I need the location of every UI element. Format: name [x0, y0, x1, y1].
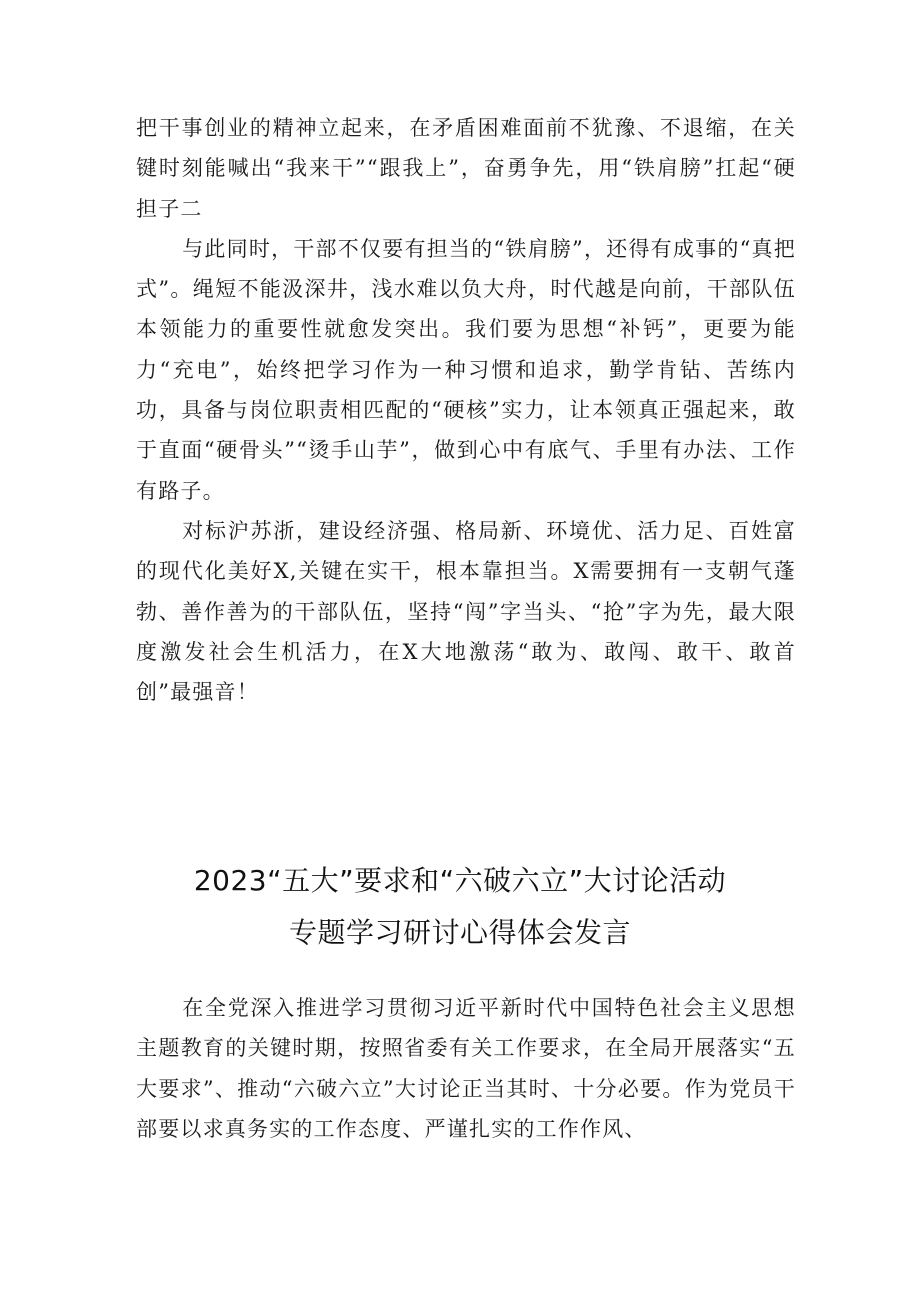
paragraph-4: 在全党深入推进学习贯彻习近平新时代中国特色社会主义思想主题教育的关键时期，按照省委有关工作要求，在全局开展落实“五大要求”、推动“六破六立”大讨论正当其时、十分必要。作为党员干部要以求真务实的工作态度、严谨扎实的工作作风、	[136, 996, 796, 1141]
title-line-2: 专题学习研讨心得体会发言	[288, 916, 631, 949]
body-text-top	[136, 108, 796, 712]
paragraph-3: 对标沪苏浙，建设经济强、格局新、环境优、活力足、百姓富的现代化美好X,关键在实干，根本靠担当。X需要拥有一支朝气蓬勃、善作善为的干部队伍，坚持“闯”字当头、“抢”字为先，最大限度激发社会生机活力，在X大地激荡“敢为、敢闯、敢干、敢首创”最强音！	[136, 518, 796, 705]
paragraph-2: 与此同时，干部不仅要有担当的“铁肩膀”，还得有成事的“真把式”。绳短不能汲深井，浅水难以负大舟，时代越是向前，干部队伍本领能力的重要性就愈发突出。我们要为思想“补钙”，更要为能力“充电”，始终把学习作为一种习惯和追求，勤学肯钻、苦练内功，具备与岗位职责相匹配的“硬核”实力，让本领真正强起来，敢于直面“硬骨头”“烫手山芋”，做到心中有底气、手里有办法、工作有路子。	[136, 236, 796, 503]
paragraph-1: 把干事创业的精神立起来，在矛盾困难面前不犹豫、不退缩，在关键时刻能喊出“我来干”“跟我上”，奋勇争先，用“铁肩膀”扛起“硬担子二	[136, 116, 796, 221]
body-text-bottom	[136, 988, 796, 1149]
title-line-1: 2023“五大”要求和“六破六立”大讨论活动	[193, 864, 727, 897]
section-title	[60, 855, 860, 959]
